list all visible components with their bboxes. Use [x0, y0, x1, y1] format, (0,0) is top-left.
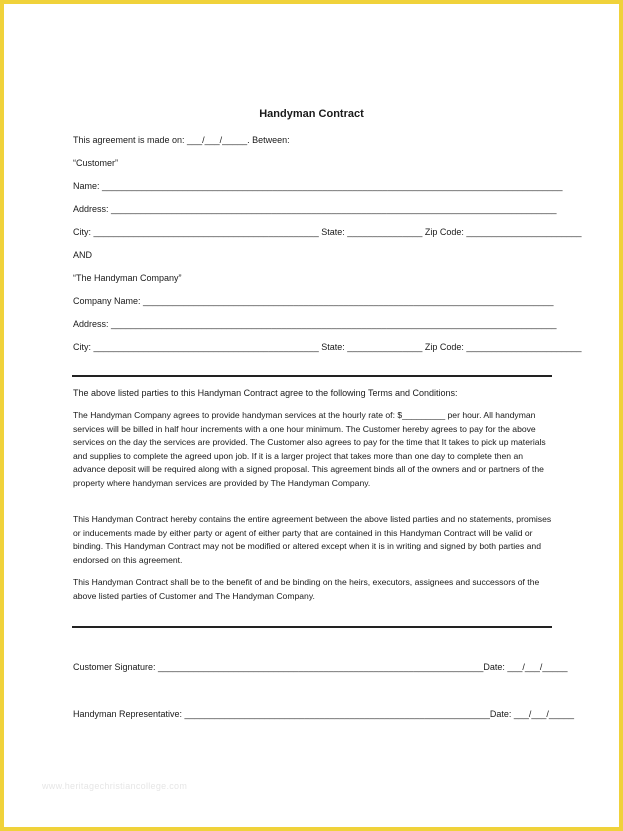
- and-label: AND: [73, 250, 93, 260]
- company-heading: “The Handyman Company”: [73, 273, 182, 283]
- terms-paragraph-rate: The Handyman Company agrees to provide handyman services at the hourly rate of: $_________ per hour. All handyman services will be billed in half hour increments with a one hour minimum. The Customer hereby agrees to pay for the above services on the day the services are provided. The Customer also agrees to pay for the time that It takes to pick up materials and supplies to complete the agreed upon job. If it is a larger project that takes more than one day to complete then an advance deposit will be required along with a signed proposal. This agreement binds all of the owners and or partners of the property where handyman services are provided by The Handyman Company.: [73, 410, 546, 488]
- document-title: Handyman Contract: [259, 108, 364, 120]
- terms-intro: The above listed parties to this Handyman Contract agree to the following Terms and Conditions:: [73, 388, 458, 398]
- agreement-date-line: This agreement is made on: ___/___/_____. Between:: [73, 135, 290, 145]
- terms-paragraph-binding: This Handyman Contract shall be to the benefit of and be binding on the heirs, executors, assignees and successors of the above listed parties of Customer and The Handyman Company.: [73, 577, 540, 601]
- section-divider-bottom: [72, 626, 552, 628]
- customer-name-field: Name: ____________________________________________________________________________________________: [73, 181, 563, 191]
- company-city-state-zip-field: City: _____________________________________________ State: _______________ Zip Code: _______________________: [73, 342, 582, 352]
- company-name-field: Company Name: __________________________________________________________________________________: [73, 296, 554, 306]
- section-divider-top: [72, 375, 552, 377]
- customer-address-field: Address: _________________________________________________________________________________________: [73, 204, 557, 214]
- customer-signature-line: Customer Signature: _________________________________________________________________Date: ___/___/_____: [73, 662, 568, 672]
- terms-paragraph-entire-agreement: This Handyman Contract hereby contains the entire agreement between the above listed parties and no statements, promises or inducements made by either party or agent of either party that are contained in this Handyman Contract will be valid or binding. This Handyman Contract may not be modified or altered except when it is in writing and signed by both parties and endorsed on this agreement.: [73, 514, 552, 565]
- company-address-field: Address: _________________________________________________________________________________________: [73, 319, 557, 329]
- customer-city-state-zip-field: City: _____________________________________________ State: _______________ Zip Code: _______________________: [73, 227, 582, 237]
- customer-heading: “Customer”: [73, 158, 119, 168]
- handyman-signature-line: Handyman Representative: _____________________________________________________________Date: ___/___/_____: [73, 709, 574, 719]
- contract-page: [4, 4, 619, 827]
- watermark: www.heritagechristiancollege.com: [42, 781, 188, 791]
